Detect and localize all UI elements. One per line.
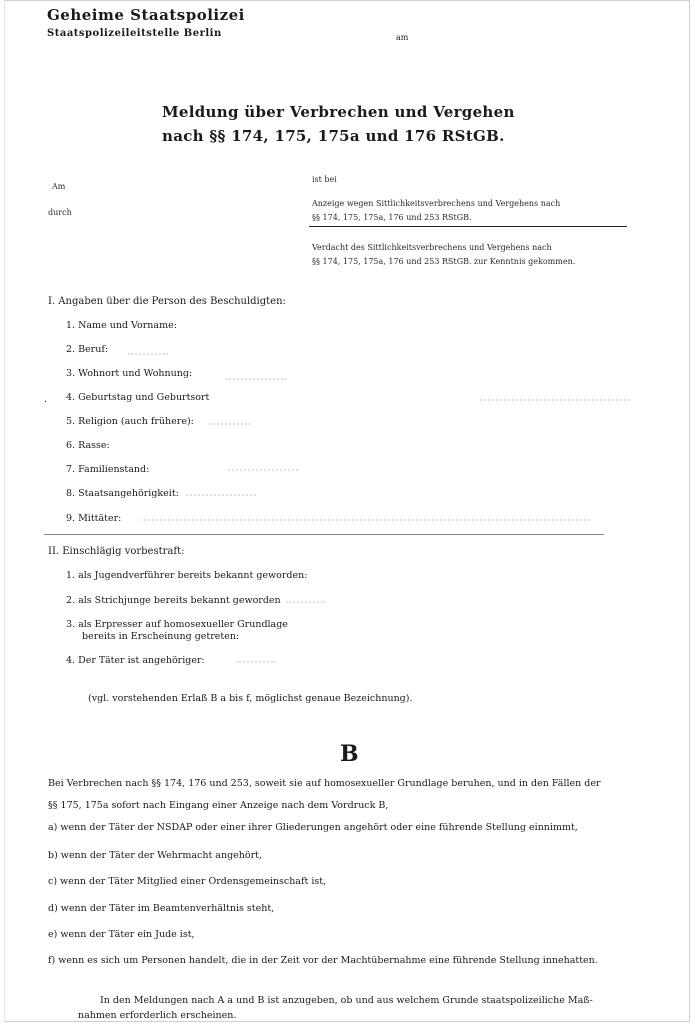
section2-heading: II. Einschlägig vorbestraft:: [48, 546, 185, 557]
section1-item: 7. Familienstand:: [66, 464, 150, 475]
section-b-item: d) wenn der Täter im Beamtenverhältnis steht,: [48, 903, 275, 914]
redacted-fill: [140, 519, 590, 521]
section-b-item: e) wenn der Täter ein Jude ist,: [48, 929, 195, 940]
closing-line1: In den Meldungen nach A a und B ist anzugeben, ob und aus welchem Grunde staatspolizeiliche Maß-: [100, 995, 593, 1006]
section2-note: (vgl. vorstehenden Erlaß B a bis f, möglichst genaue Bezeichnung).: [88, 693, 413, 704]
section1-item: 5. Religion (auch frühere):: [66, 416, 194, 427]
section-b-intro-line2: §§ 175, 175a sofort nach Eingang einer Anzeige nach dem Vordruck B,: [48, 800, 389, 811]
redacted-fill: [128, 353, 168, 355]
date-prefix: am: [396, 33, 409, 42]
section1-item: 2. Beruf:: [66, 344, 109, 355]
redacted-fill: [236, 661, 276, 663]
verdacht-line2: §§ 174, 175, 175a, 176 und 253 RStGB. zur Kenntnis gekommen.: [312, 257, 576, 266]
section1-item: 6. Rasse:: [66, 440, 110, 451]
margin-dot: ·: [44, 397, 48, 408]
section1-item: 8. Staatsangehörigkeit:: [66, 488, 179, 499]
section2-item-cont: bereits in Erscheinung getreten:: [82, 631, 240, 642]
section1-item: 4. Geburtstag und Geburtsort: [66, 392, 210, 403]
anzeige-underline: [309, 226, 627, 227]
durch-label: durch: [48, 208, 72, 217]
section-b-letter: B: [340, 741, 359, 767]
section2-item: 1. als Jugendverführer bereits bekannt geworden:: [66, 570, 308, 581]
section-b-item: c) wenn der Täter Mitglied einer Ordensgemeinschaft ist,: [48, 876, 327, 887]
form-title-line1: Meldung über Verbrechen und Vergehen: [162, 103, 515, 121]
section-b-item: f) wenn es sich um Personen handelt, die in der Zeit vor der Machtübernahme eine führende Stellung innehatten.: [48, 955, 598, 966]
section-b-intro-line1: Bei Verbrechen nach §§ 174, 176 und 253, soweit sie auf homosexueller Grundlage beruhen, und in den Fällen der: [48, 778, 601, 789]
redacted-fill: [480, 399, 630, 401]
office-name: Staatspolizeileitstelle Berlin: [47, 28, 222, 39]
ist-bei-label: ist bei: [312, 175, 337, 184]
section-b-item: b) wenn der Täter der Wehrmacht angehört,: [48, 850, 262, 861]
form-title-line2: nach §§ 174, 175, 175a und 176 RStGB.: [162, 127, 505, 145]
section2-item: 2. als Strichjunge bereits bekannt geworden: [66, 595, 281, 606]
redacted-fill: [226, 378, 286, 380]
redacted-fill: [228, 469, 298, 471]
redacted-fill: [286, 601, 326, 603]
closing-line2: nahmen erforderlich erscheinen.: [78, 1010, 237, 1021]
section1-item: 3. Wohnort und Wohnung:: [66, 368, 193, 379]
form-page: [4, 0, 690, 1022]
section1-item: 9. Mittäter:: [66, 513, 122, 524]
section1-heading: I. Angaben über die Person des Beschuldigten:: [48, 296, 286, 307]
verdacht-line1: Verdacht des Sittlichkeitsverbrechens und Vergehens nach: [312, 243, 552, 252]
am-label: Am: [52, 182, 66, 191]
section1-item: 1. Name und Vorname:: [66, 320, 177, 331]
redacted-fill: [210, 423, 250, 425]
anzeige-line1: Anzeige wegen Sittlichkeitsverbrechens und Vergehens nach: [312, 199, 561, 208]
section2-item: 4. Der Täter ist angehöriger:: [66, 655, 205, 666]
section2-item: 3. als Erpresser auf homosexueller Grundlage: [66, 619, 288, 630]
section-b-item: a) wenn der Täter der NSDAP oder einer ihrer Gliederungen angehört oder eine führende Stellung einnimmt,: [48, 822, 578, 833]
redacted-fill: [186, 494, 256, 496]
mittaeter-underline: [44, 534, 604, 535]
anzeige-line2: §§ 174, 175, 175a, 176 und 253 RStGB.: [312, 213, 472, 222]
agency-name: Geheime Staatspolizei: [47, 6, 245, 24]
